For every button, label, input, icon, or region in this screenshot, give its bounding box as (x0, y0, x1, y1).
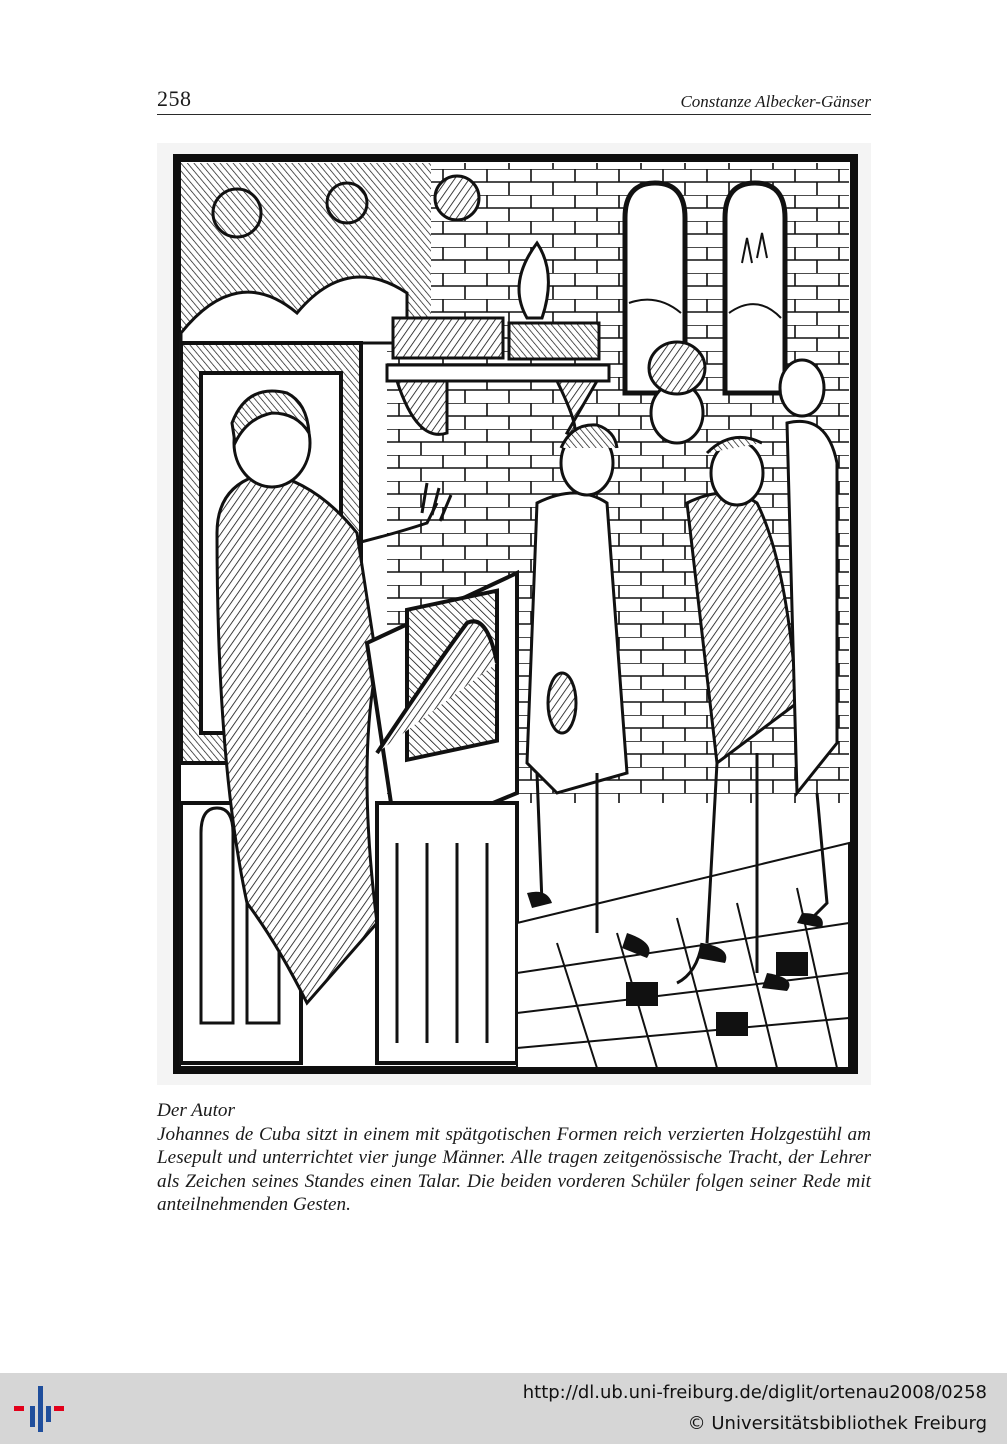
footer-bar (0, 1373, 1007, 1444)
caption-title: Der Autor (157, 1100, 235, 1121)
page-number: 258 (157, 86, 192, 111)
caption-text: Johannes de Cuba sitzt in einem mit spätgotischen Formen reich verzierten Holzgestühl am Lesepult und unterrichtet vier junge Männer. Alle tragen zeitgenössische Tracht, der Lehrer als Zeichen seines Standes einen Talar. Die beiden vorderen Schüler folgen seiner Rede mit anteilnehmenden Gesten. (157, 1123, 871, 1216)
figure-woodcut (157, 143, 871, 1085)
header-rule (157, 114, 871, 115)
woodcut-drawing (157, 143, 871, 1085)
running-head: Constanze Albecker-Gänser (680, 92, 871, 111)
source-url-link[interactable]: http://dl.ub.uni-freiburg.de/diglit/ortenau2008/0258 (522, 1382, 987, 1403)
ub-freiburg-logo-icon (14, 1384, 64, 1434)
figure-caption (157, 1099, 871, 1217)
copyright-text: © Universitätsbibliothek Freiburg (687, 1413, 987, 1434)
lectern (367, 573, 517, 1063)
